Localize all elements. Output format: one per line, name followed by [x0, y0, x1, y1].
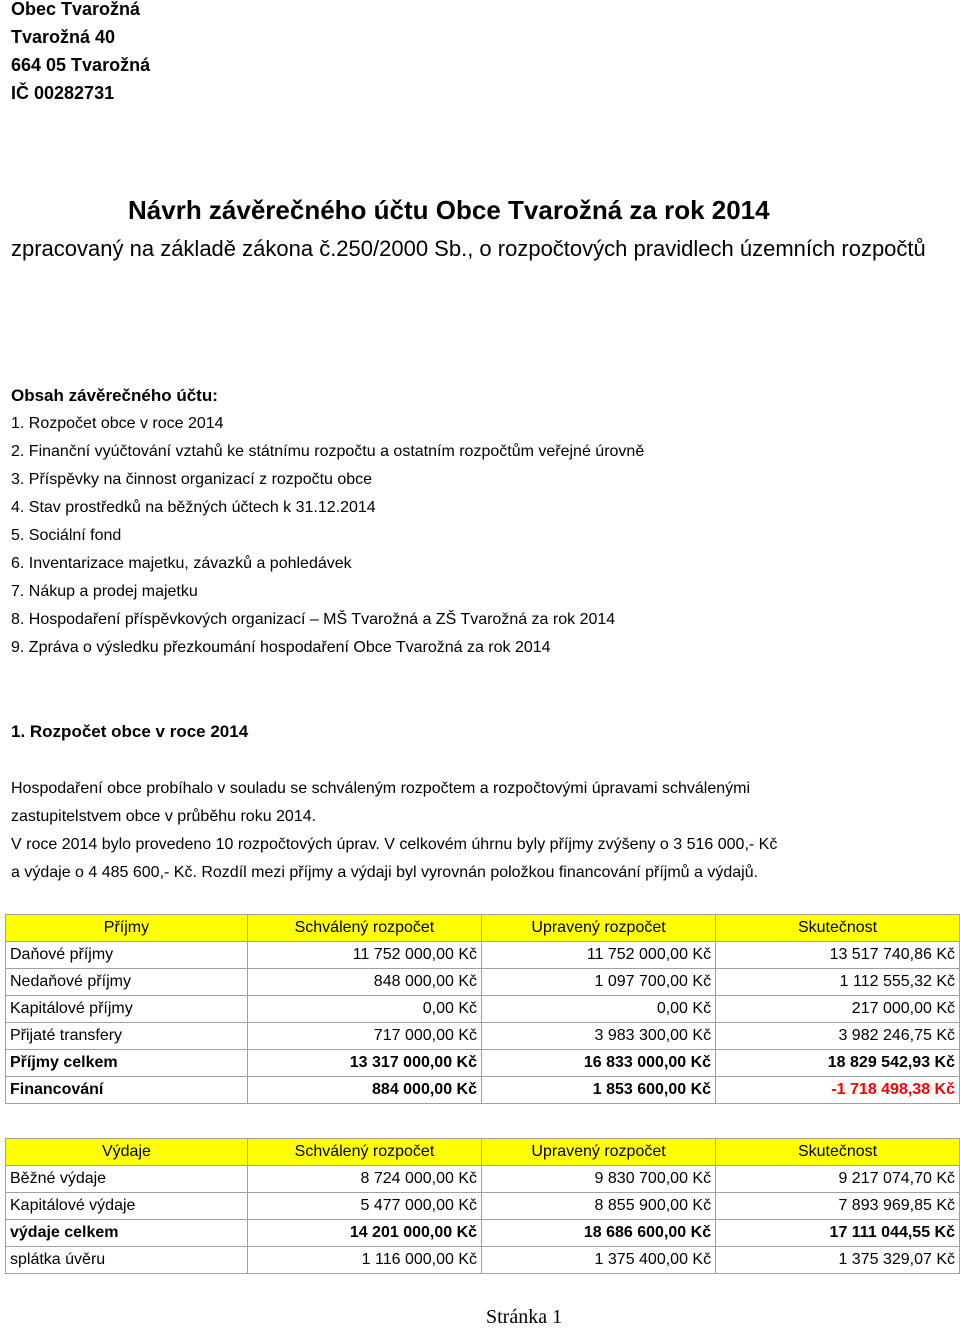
org-street: Tvarožná 40 [11, 27, 116, 47]
cell-adjusted: 1 853 600,00 Kč [482, 1077, 716, 1104]
toc-item: 1. Rozpočet obce v roce 2014 [11, 415, 224, 432]
cell-actual: 7 893 969,85 Kč [716, 1193, 960, 1220]
table-row [6, 969, 960, 996]
section-paragraph-line: V roce 2014 bylo provedeno 10 rozpočtových úprav. V celkovém úhrnu byly příjmy zvýšeny o 3 516 000,- Kč [11, 836, 778, 853]
column-header: Schválený rozpočet [247, 915, 481, 942]
table-row [6, 1193, 960, 1220]
table-header-row [6, 915, 960, 942]
table-row-total [6, 1220, 960, 1247]
toc-item: 4. Stav prostředků na běžných účtech k 31.12.2014 [11, 499, 376, 516]
toc-item: 8. Hospodaření příspěvkových organizací – MŠ Tvarožná a ZŠ Tvarožná za rok 2014 [11, 611, 616, 628]
row-label: Přijaté transfery [6, 1023, 248, 1050]
row-label: Kapitálové příjmy [6, 996, 248, 1023]
section-paragraph-line: a výdaje o 4 485 600,- Kč. Rozdíl mezi příjmy a výdaji byl vyrovnán položkou financování příjmů a výdajů. [11, 864, 759, 881]
table-row [6, 1166, 960, 1193]
row-label: výdaje celkem [6, 1220, 248, 1247]
table-row [6, 1023, 960, 1050]
column-header: Příjmy [6, 915, 248, 942]
cell-approved: 848 000,00 Kč [247, 969, 481, 996]
toc-item: 7. Nákup a prodej majetku [11, 583, 198, 600]
row-label: Kapitálové výdaje [6, 1193, 248, 1220]
document-title: Návrh závěrečného účtu Obce Tvarožná za rok 2014 [128, 195, 770, 225]
org-ic: IČ 00282731 [11, 83, 115, 103]
cell-approved: 884 000,00 Kč [247, 1077, 481, 1104]
cell-adjusted: 0,00 Kč [482, 996, 716, 1023]
toc-item: 5. Sociální fond [11, 527, 122, 544]
row-label: Daňové příjmy [6, 942, 248, 969]
toc-item: 3. Příspěvky na činnost organizací z rozpočtu obce [11, 471, 373, 488]
cell-approved: 13 317 000,00 Kč [247, 1050, 481, 1077]
org-city: 664 05 Tvarožná [11, 55, 151, 75]
income-table [5, 914, 960, 1104]
cell-actual-negative: -1 718 498,38 Kč [716, 1077, 960, 1104]
cell-approved: 14 201 000,00 Kč [247, 1220, 481, 1247]
table-row [6, 1247, 960, 1274]
cell-adjusted: 16 833 000,00 Kč [482, 1050, 716, 1077]
section-paragraph-line: zastupitelstvem obce v průběhu roku 2014. [11, 808, 317, 825]
table-header-row [6, 1139, 960, 1166]
row-label: splátka úvěru [6, 1247, 248, 1274]
table-row-total [6, 1050, 960, 1077]
table-row [6, 996, 960, 1023]
row-label: Nedaňové příjmy [6, 969, 248, 996]
cell-adjusted: 3 983 300,00 Kč [482, 1023, 716, 1050]
column-header: Schválený rozpočet [247, 1139, 481, 1166]
column-header: Upravený rozpočet [482, 1139, 716, 1166]
cell-adjusted: 8 855 900,00 Kč [482, 1193, 716, 1220]
cell-actual: 1 112 555,32 Kč [716, 969, 960, 996]
toc-heading: Obsah závěrečného účtu: [11, 386, 218, 405]
row-label: Financování [6, 1077, 248, 1104]
org-name: Obec Tvarožná [11, 0, 141, 19]
expense-table [5, 1138, 960, 1274]
cell-actual: 17 111 044,55 Kč [716, 1220, 960, 1247]
column-header: Výdaje [6, 1139, 248, 1166]
table-row-financing [6, 1077, 960, 1104]
cell-actual: 1 375 329,07 Kč [716, 1247, 960, 1274]
column-header: Skutečnost [716, 1139, 960, 1166]
cell-approved: 717 000,00 Kč [247, 1023, 481, 1050]
cell-adjusted: 9 830 700,00 Kč [482, 1166, 716, 1193]
cell-approved: 11 752 000,00 Kč [247, 942, 481, 969]
cell-adjusted: 18 686 600,00 Kč [482, 1220, 716, 1247]
toc-item: 6. Inventarizace majetku, závazků a pohledávek [11, 555, 352, 572]
section-paragraph-line: Hospodaření obce probíhalo v souladu se schváleným rozpočtem a rozpočtovými úpravami schválenými [11, 780, 751, 797]
cell-actual: 3 982 246,75 Kč [716, 1023, 960, 1050]
toc-item: 9. Zpráva o výsledku přezkoumání hospodaření Obce Tvarožná za rok 2014 [11, 639, 551, 656]
column-header: Upravený rozpočet [482, 915, 716, 942]
cell-actual: 18 829 542,93 Kč [716, 1050, 960, 1077]
section-heading: 1. Rozpočet obce v roce 2014 [11, 722, 249, 741]
document-subtitle: zpracovaný na základě zákona č.250/2000 Sb., o rozpočtových pravidlech územních rozpočtů [11, 236, 926, 261]
cell-adjusted: 1 097 700,00 Kč [482, 969, 716, 996]
cell-actual: 9 217 074,70 Kč [716, 1166, 960, 1193]
toc-item: 2. Finanční vyúčtování vztahů ke státnímu rozpočtu a ostatním rozpočtům veřejné úrovně [11, 443, 645, 460]
page-number: Stránka 1 [486, 1306, 563, 1328]
cell-actual: 13 517 740,86 Kč [716, 942, 960, 969]
table-row [6, 942, 960, 969]
cell-approved: 5 477 000,00 Kč [247, 1193, 481, 1220]
cell-actual: 217 000,00 Kč [716, 996, 960, 1023]
cell-approved: 1 116 000,00 Kč [247, 1247, 481, 1274]
cell-approved: 0,00 Kč [247, 996, 481, 1023]
cell-adjusted: 11 752 000,00 Kč [482, 942, 716, 969]
cell-approved: 8 724 000,00 Kč [247, 1166, 481, 1193]
column-header: Skutečnost [716, 915, 960, 942]
row-label: Běžné výdaje [6, 1166, 248, 1193]
row-label: Příjmy celkem [6, 1050, 248, 1077]
cell-adjusted: 1 375 400,00 Kč [482, 1247, 716, 1274]
